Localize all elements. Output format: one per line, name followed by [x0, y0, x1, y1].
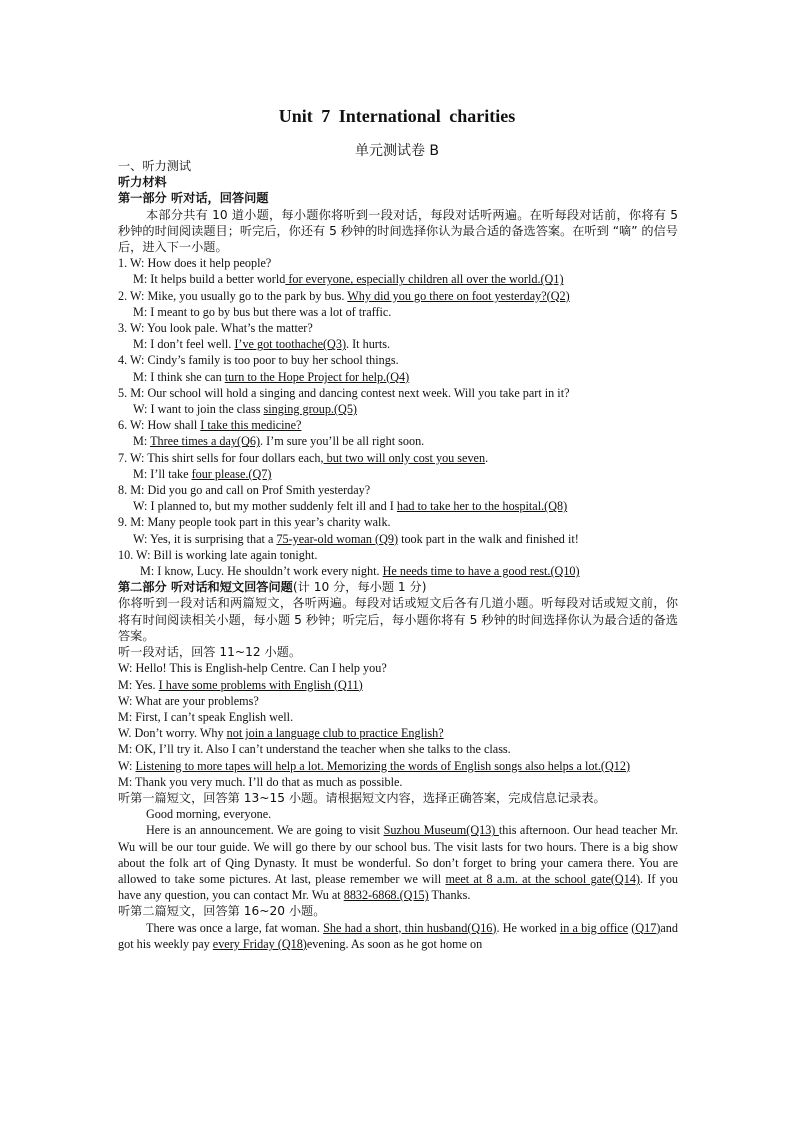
dialogue-line: M: I know, Lucy. He shouldn’t work every night. He needs time to have a good rest.(Q10) [140, 564, 580, 579]
dialogue-line: W: What are your problems? [118, 693, 259, 708]
page-subtitle: 单元测试卷 B [354, 143, 440, 159]
dialogue-line: W: Hello! This is English-help Centre. Can I help you? [118, 661, 387, 676]
passage2-intro: 听第二篇短文，回答第 16~20 小题。 [118, 904, 326, 919]
part2-instructions: 你将听到一段对话和两篇短文，各听两遍。每段对话或短文后各有几道小题。听每段对话或短文前，你将有时间阅读相关小题，每小题 5 秒钟；听完后，每小题你将有 5 秒钟的时间选择你认为最合适的备选答案。 [118, 596, 678, 643]
dialogue-line: W. Don’t worry. Why not join a language club to practice English? [118, 726, 444, 741]
dialogue-line: 4. W: Cindy’s family is too poor to buy her school things. [118, 353, 399, 368]
dialogue-line: M: I don’t feel well. I’ve got toothache(Q3). It hurts. [133, 337, 391, 352]
dialogue-line: W: I want to join the class singing group.(Q5) [133, 402, 357, 417]
dialogue-line: 5. M: Our school will hold a singing and dancing contest next week. Will you take part in it? [118, 385, 570, 400]
passage1-intro: 听第一篇短文，回答第 13~15 小题。请根据短文内容，选择正确答案，完成信息记录表。 [118, 790, 606, 805]
dialogue-line: M: Thank you very much. I’ll do that as much as possible. [118, 774, 403, 789]
dialog-intro: 听一段对话，回答 11~12 小题。 [118, 645, 302, 660]
dialogue-line: M: I’ll take four please.(Q7) [133, 466, 272, 481]
dialogue-line: M: First, I can’t speak English well. [118, 709, 294, 724]
dialogue-line: W: Listening to more tapes will help a lot. Memorizing the words of English songs also helps a lot.(Q12) [118, 758, 631, 773]
part2-heading: 第二部分 听对话和短文回答问题(计 10 分，每小题 1 分) [118, 580, 427, 595]
dialogue-line: 8. M: Did you go and call on Prof Smith yesterday? [118, 483, 371, 498]
dialogue-line: 3. W: You look pale. What’s the matter? [118, 321, 313, 336]
dialogue-line: 2. W: Mike, you usually go to the park by bus. Why did you go there on foot yesterday?(Q2) [118, 288, 570, 303]
dialogue-line: M: It helps build a better world for everyone, especially children all over the world.(Q1) [133, 272, 564, 287]
document-body [118, 158, 678, 952]
dialogue-line: M: OK, I’ll try it. Also I can’t understand the teacher when she talks to the class. [118, 742, 511, 757]
passage1-text: Here is an announcement. We are going to visit Suzhou Museum(Q13) this afternoon. Our head teacher Mr. Wu will be our tour guide. We will go there by our school bus. The visit lasts for two hours. There is a big show about the folk art of Qing Dynasty. It must be wonderful. So don’t forget to bring your camera there. You are allowed to take some pictures. At last, please remember we will meet at 8 a.m. at the school gate(Q14). If you have any question, you can contact Mr. Wu at 8832-6868.(Q15) Thanks. [118, 823, 679, 903]
passage2-text: There was once a large, fat woman. She had a short, thin husband(Q16). He worked in a big office (Q17)and got his weekly pay every Friday (Q18)evening. As soon as he got home on [118, 920, 678, 951]
section-heading: 一、听力测试 [118, 159, 192, 173]
page-title: Unit 7 International charities [278, 106, 516, 126]
dialogue-line: M: I meant to go by bus but there was a lot of traffic. [133, 304, 392, 319]
dialogue-line: W: I planned to, but my mother suddenly felt ill and I had to take her to the hospital.(Q8) [133, 499, 568, 514]
dialogue-line: 7. W: This shirt sells for four dollars each, but two will only cost you seven. [118, 450, 489, 465]
dialogue-line: 10. W: Bill is working late again tonight. [118, 547, 318, 562]
part1-heading: 第一部分 听对话，回答问题 [118, 191, 269, 206]
part1-instructions: 本部分共有 10 道小题，每小题你将听到一段对话，每段对话听两遍。在听每段对话前，你将有 5 秒钟的时间阅读题目；听完后，你还有 5 秒钟的时间选择你认为最合适的备选答案。在听到 “嘀” 的信号后，进入下一小题。 [118, 207, 678, 255]
dialogue-line: M: I think she can turn to the Hope Project for help.(Q4) [133, 369, 410, 384]
dialogue-line: 1. W: How does it help people? [118, 256, 272, 271]
material-heading: 听力材料 [118, 175, 167, 190]
dialogue-line: 6. W: How shall I take this medicine? [118, 418, 302, 433]
dialogue-line: M: Three times a day(Q6). I’m sure you’ll be all right soon. [133, 434, 425, 449]
dialogue-line: W: Yes, it is surprising that a 75-year-old woman (Q9) took part in the walk and finished it! [133, 531, 579, 546]
passage1-greeting: Good morning, everyone. [146, 807, 272, 822]
dialogue-line: M: Yes. I have some problems with English (Q11) [118, 677, 363, 692]
dialogue-line: 9. M: Many people took part in this year’s charity walk. [118, 515, 391, 530]
